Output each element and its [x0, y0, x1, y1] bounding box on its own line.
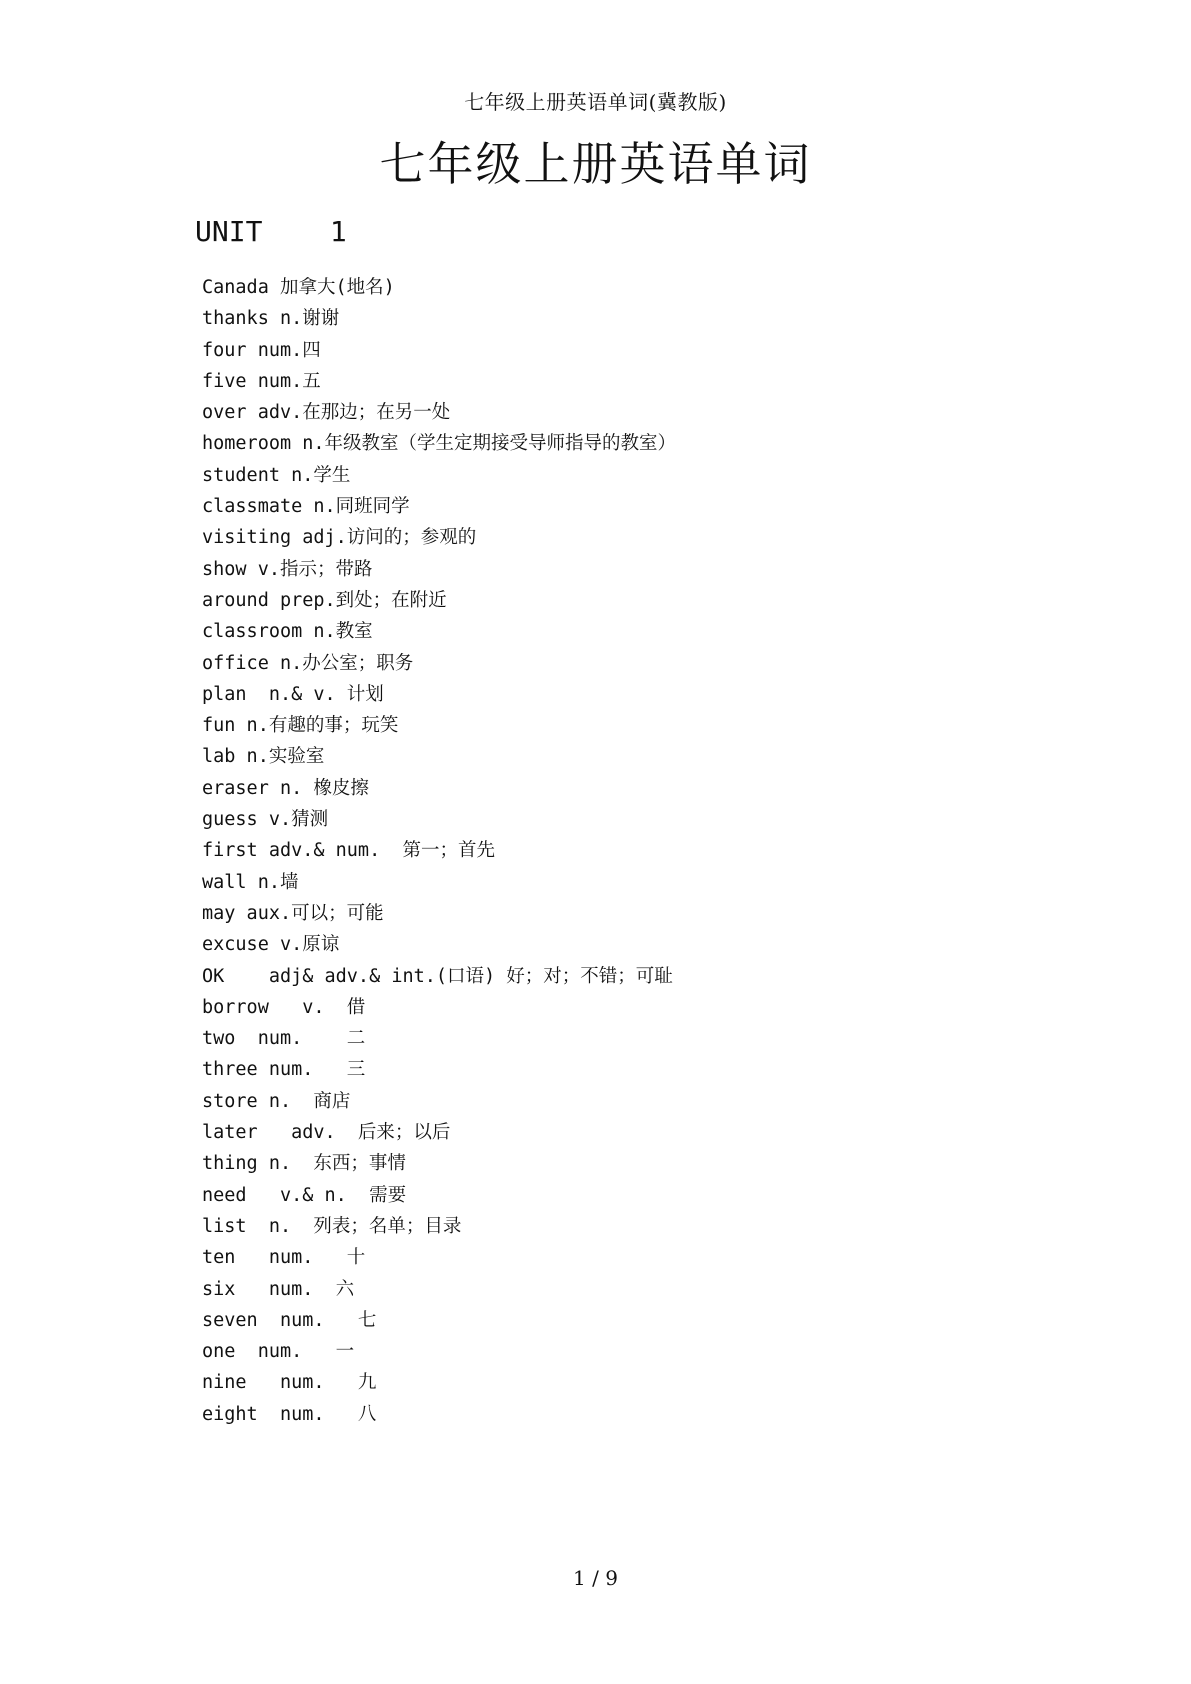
- vocabulary-entry: student n.学生: [202, 464, 351, 486]
- vocabulary-entry: fun n.有趣的事；玩笑: [202, 715, 399, 737]
- vocabulary-entry: classmate n.同班同学: [202, 496, 410, 518]
- vocabulary-entry: around prep.到处；在附近: [202, 589, 447, 611]
- vocabulary-entry: three num. 三: [202, 1059, 366, 1081]
- page-number: 1 / 9: [573, 1566, 618, 1590]
- vocabulary-entry: store n. 商店: [202, 1090, 351, 1112]
- vocabulary-entry: thanks n.谢谢: [202, 308, 340, 330]
- vocabulary-entry: two num. 二: [202, 1028, 366, 1050]
- vocabulary-entry: borrow v. 借: [202, 996, 366, 1018]
- vocabulary-entry: later adv. 后来；以后: [202, 1122, 451, 1144]
- vocabulary-entry: ten num. 十: [202, 1247, 366, 1269]
- unit-heading: UNIT 1: [195, 215, 347, 248]
- page-title: 七年级上册英语单词: [379, 137, 812, 191]
- vocabulary-entry: four num.四: [202, 339, 321, 361]
- vocabulary-entry: five num.五: [202, 370, 321, 392]
- running-header: 七年级上册英语单词(冀教版): [464, 90, 727, 114]
- vocabulary-entry: homeroom n.年级教室（学生定期接受导师指导的教室）: [202, 433, 677, 455]
- vocabulary-entry: first adv.& num. 第一；首先: [202, 840, 495, 862]
- vocabulary-entry: over adv.在那边；在另一处: [202, 402, 451, 424]
- vocabulary-entry: show v.指示；带路: [202, 558, 373, 580]
- vocabulary-entry: eight num. 八: [202, 1403, 377, 1425]
- vocabulary-list: [202, 272, 676, 1430]
- vocabulary-entry: wall n.墙: [202, 871, 299, 893]
- vocabulary-entry: office n.办公室；职务: [202, 652, 414, 674]
- vocabulary-entry: OK adj& adv.& int.(口语) 好；对；不错；可耻: [202, 965, 673, 987]
- vocabulary-entry: thing n. 东西；事情: [202, 1153, 406, 1175]
- vocabulary-entry: classroom n.教室: [202, 621, 373, 643]
- vocabulary-entry: list n. 列表；名单；目录: [202, 1215, 462, 1237]
- vocabulary-entry: one num. 一: [202, 1341, 355, 1363]
- vocabulary-entry: plan n.& v. 计划: [202, 683, 384, 705]
- vocabulary-entry: excuse v.原谅: [202, 934, 340, 956]
- vocabulary-entry: guess v.猜测: [202, 809, 329, 831]
- vocabulary-entry: visiting adj.访问的；参观的: [202, 527, 477, 549]
- vocabulary-entry: nine num. 九: [202, 1372, 377, 1394]
- vocabulary-entry: seven num. 七: [202, 1309, 377, 1331]
- vocabulary-entry: Canada 加拿大(地名): [202, 277, 395, 298]
- vocabulary-entry: may aux.可以；可能: [202, 902, 384, 924]
- vocabulary-entry: six num. 六: [202, 1278, 355, 1300]
- vocabulary-entry: lab n.实验室: [202, 746, 325, 768]
- vocabulary-entry: need v.& n. 需要: [202, 1184, 407, 1206]
- vocabulary-entry: eraser n. 橡皮擦: [202, 777, 369, 799]
